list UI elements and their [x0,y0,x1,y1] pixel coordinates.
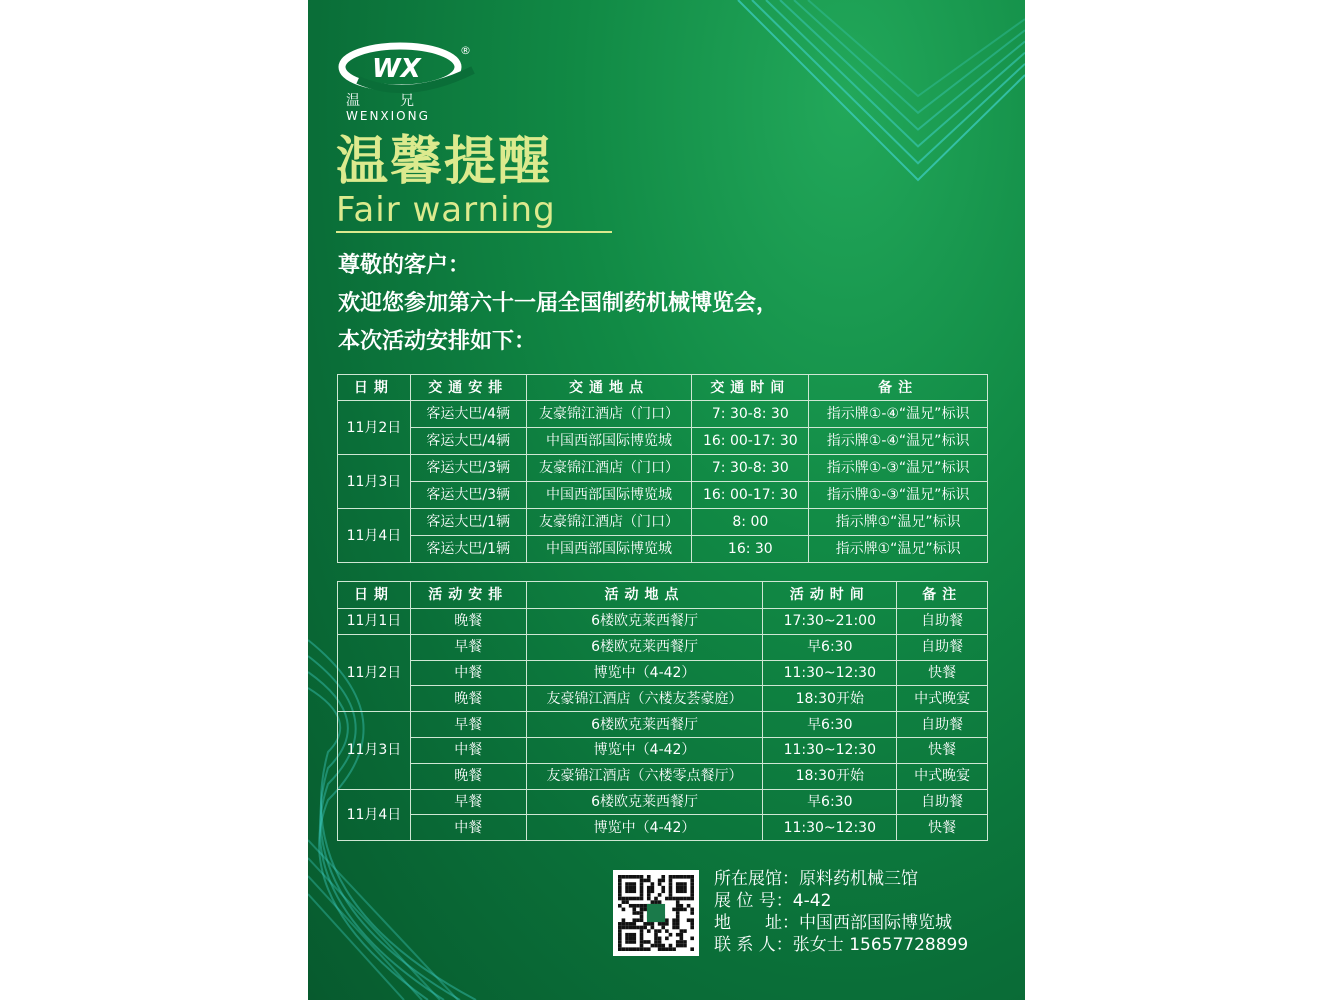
table-row [338,509,988,536]
table-cell: 客运大巴/3辆 [410,482,526,509]
table-cell: 指示牌①-③“温兄”标识 [809,482,988,509]
date-cell: 11月1日 [338,609,411,635]
table-cell: 指示牌①“温兄”标识 [809,509,988,536]
date-cell: 11月3日 [338,712,411,789]
column-header: 备注 [897,582,988,609]
table-cell: 客运大巴/4辆 [410,428,526,455]
table-cell: 7: 30-8: 30 [692,401,809,428]
table-cell: 6楼欧克莱西餐厅 [526,634,763,660]
column-header: 日期 [338,375,411,401]
table-cell: 客运大巴/4辆 [410,401,526,428]
date-cell: 11月4日 [338,789,411,841]
date-cell: 11月2日 [338,401,411,455]
table-cell: 客运大巴/1辆 [410,509,526,536]
table-cell: 6楼欧克莱西餐厅 [526,712,763,738]
table-row [338,536,988,563]
table-cell: 早6:30 [763,712,897,738]
table-cell: 友豪锦江酒店（门口） [526,401,692,428]
table-cell: 客运大巴/3辆 [410,455,526,482]
greeting-line: 本次活动安排如下： [338,329,537,354]
column-header: 日期 [338,582,411,609]
table-cell: 自助餐 [897,712,988,738]
table-cell: 8: 00 [692,509,809,536]
table-row [338,482,988,509]
table-cell: 快餐 [897,815,988,841]
greeting-line: 欢迎您参加第六十一届全国制药机械博览会， [338,291,779,316]
info-booth: 展 位 号：4-42 [714,891,832,911]
table-cell: 11:30~12:30 [763,660,897,686]
table-row [338,634,988,660]
column-header: 交通地点 [526,375,692,401]
table-cell: 6楼欧克莱西餐厅 [526,789,763,815]
greeting-line: 尊敬的客户： [338,253,471,278]
qr-code-icon [613,870,699,956]
svg-text:®: ® [460,44,471,57]
table-cell: 中国西部国际博览城 [526,536,692,563]
logo-name-en: WENXIONG [346,109,430,123]
table-cell: 早餐 [410,634,526,660]
table-row [338,428,988,455]
table-row [338,455,988,482]
title-en: Fair warning [336,190,556,230]
table-row [338,609,988,635]
table-cell: 中国西部国际博览城 [526,482,692,509]
table-cell: 18:30开始 [763,763,897,789]
table-row [338,712,988,738]
table-cell: 早6:30 [763,789,897,815]
table-cell: 快餐 [897,737,988,763]
column-header: 交通时间 [692,375,809,401]
table-cell: 中式晚宴 [897,686,988,712]
column-header: 备注 [809,375,988,401]
table-cell: 博览中（4-42） [526,815,763,841]
table-cell: 6楼欧克莱西餐厅 [526,609,763,635]
poster [308,0,1025,1000]
table-row [338,789,988,815]
table-cell: 友豪锦江酒店（六楼零点餐厅） [526,763,763,789]
table-cell: 11:30~12:30 [763,737,897,763]
table-row [338,737,988,763]
table-cell: 指示牌①-③“温兄”标识 [809,455,988,482]
header-row [338,582,988,609]
table-cell: 博览中（4-42） [526,737,763,763]
column-header: 交通安排 [410,375,526,401]
table-row [338,686,988,712]
date-cell: 11月3日 [338,455,411,509]
info-hall: 所在展馆：原料药机械三馆 [714,869,918,889]
table-cell: 晚餐 [410,763,526,789]
column-header: 活动地点 [526,582,763,609]
table-cell: 18:30开始 [763,686,897,712]
table-cell: 中国西部国际博览城 [526,428,692,455]
table-cell: 11:30~12:30 [763,815,897,841]
transport-table [337,374,988,563]
table-row [338,763,988,789]
logo-name-cn: 温兄 [346,93,454,109]
table-cell: 早6:30 [763,634,897,660]
table-cell: 早餐 [410,789,526,815]
table-cell: 16: 00-17: 30 [692,482,809,509]
table-cell: 指示牌①-④“温兄”标识 [809,428,988,455]
table-cell: 友豪锦江酒店（六楼友荟豪庭） [526,686,763,712]
date-cell: 11月4日 [338,509,411,563]
decor-line [308,876,422,1000]
table-row [338,815,988,841]
table-cell: 17:30~21:00 [763,609,897,635]
svg-text:WX: WX [372,54,421,84]
column-header: 活动安排 [410,582,526,609]
table-cell: 指示牌①“温兄”标识 [809,536,988,563]
header-row [338,375,988,401]
table-cell: 博览中（4-42） [526,660,763,686]
decor-line [752,0,1025,163]
table-cell: 中餐 [410,660,526,686]
date-cell: 11月2日 [338,634,411,711]
table-cell: 16: 00-17: 30 [692,428,809,455]
table-cell: 自助餐 [897,609,988,635]
wenxiong-logo [338,40,478,95]
info-contact: 联 系 人：张女士 15657728899 [714,935,969,955]
table-cell: 7: 30-8: 30 [692,455,809,482]
activity-table [337,581,988,841]
table-cell: 早餐 [410,712,526,738]
table-cell: 指示牌①-④“温兄”标识 [809,401,988,428]
table-cell: 中餐 [410,737,526,763]
column-header: 活动时间 [763,582,897,609]
decor-line [308,858,440,1000]
title-underline [336,231,612,233]
table-cell: 自助餐 [897,789,988,815]
table-cell: 客运大巴/1辆 [410,536,526,563]
info-address: 地 址：中国西部国际博览城 [714,913,952,933]
table-cell: 友豪锦江酒店（门口） [526,455,692,482]
table-cell: 中式晚宴 [897,763,988,789]
table-row [338,660,988,686]
table-cell: 晚餐 [410,686,526,712]
table-cell: 快餐 [897,660,988,686]
table-cell: 自助餐 [897,634,988,660]
table-cell: 晚餐 [410,609,526,635]
table-row [338,401,988,428]
table-cell: 友豪锦江酒店（门口） [526,509,692,536]
table-cell: 中餐 [410,815,526,841]
title-cn: 温馨提醒 [336,132,553,192]
table-cell: 16: 30 [692,536,809,563]
